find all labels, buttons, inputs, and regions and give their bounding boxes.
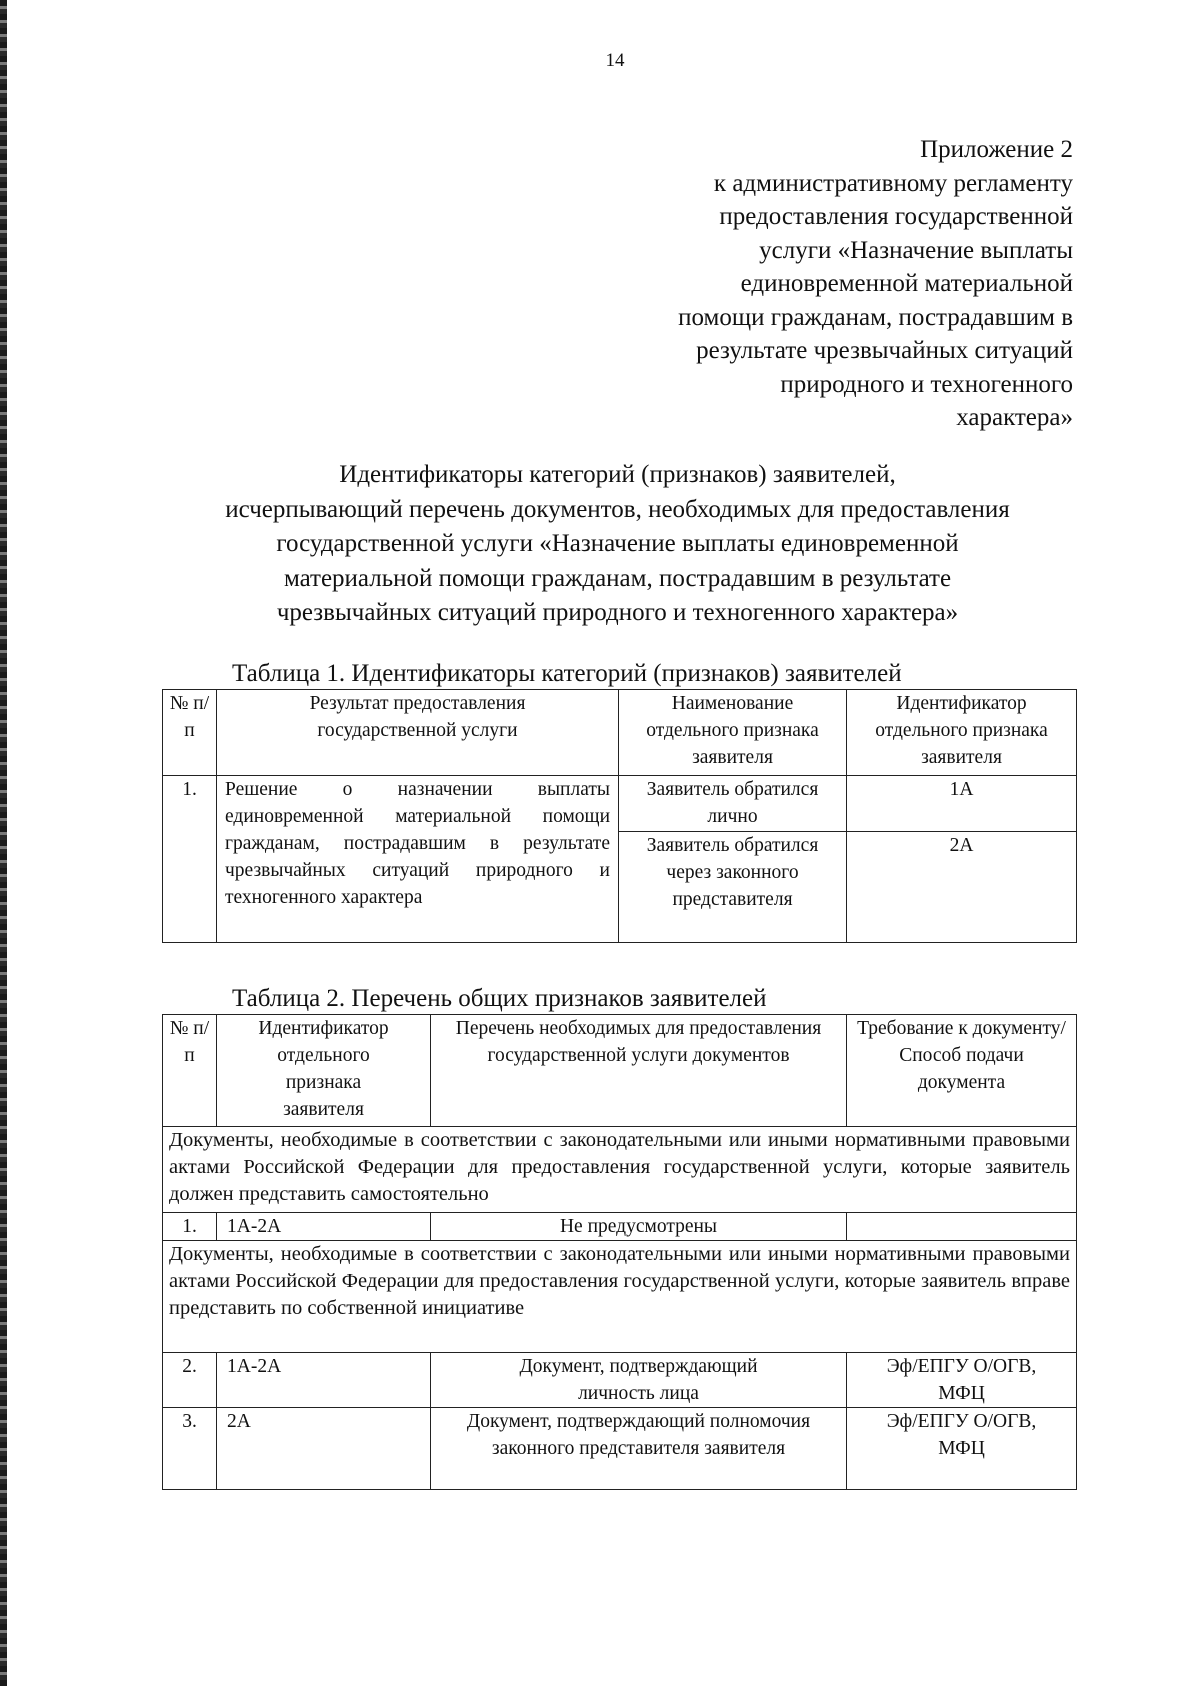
title-line: исчерпывающий перечень документов, необходимых для предоставления (225, 495, 1010, 523)
appendix-line: характера» (956, 404, 1073, 431)
table2-row-req: Эф/ЕПГУ О/ОГВ, МФЦ (847, 1408, 1077, 1490)
document-title (165, 458, 1070, 631)
appendix-line: предоставления государственной (719, 203, 1073, 230)
title-line: чрезвычайных ситуаций природного и техногенного характера» (276, 599, 959, 626)
table2-header-docs: Перечень необходимых для предоставления государственной услуги документов (431, 1015, 847, 1127)
table1-sign-id: 2А (847, 832, 1077, 943)
appendix-line: к административному регламенту (713, 169, 1073, 197)
table2 (162, 1014, 1077, 1490)
table2-section-row (163, 1127, 1077, 1213)
appendix-line: услуги «Назначение выплаты (759, 236, 1073, 264)
appendix-line: единовременной материальной (740, 270, 1073, 297)
table1-sign-name: Заявитель обратился лично (619, 776, 847, 832)
table1-sign-name: Заявитель обратился через законного представителя (619, 832, 847, 943)
table1-header-row (163, 690, 1077, 776)
table1-header-sign-id: Идентификатор отдельного признака заявителя (847, 690, 1077, 776)
table2-header-num: № п/п (163, 1015, 217, 1127)
table2-row-id: 1А-2А (217, 1353, 431, 1408)
table2-header-row (163, 1015, 1077, 1127)
table2-row-id: 2А (217, 1408, 431, 1490)
title-line: Идентификаторы категорий (признаков) заявителей, (339, 461, 896, 488)
appendix-line: помощи гражданам, пострадавшим в (678, 303, 1073, 331)
appendix-header (513, 133, 1073, 435)
table2-header-req: Требование к документу/Способ подачи документа (847, 1015, 1077, 1127)
table1-sign-id: 1А (847, 776, 1077, 832)
appendix-line: Приложение 2 (920, 136, 1073, 163)
page-number: 14 (605, 50, 625, 71)
appendix-line: природного и техногенного (780, 370, 1073, 398)
table-row (163, 1408, 1077, 1490)
table2-section-2: Документы, необходимые в соответствии с законодательными или иными нормативными правовыми актами Российской Федерации для предоставления государственной услуги, которые заявитель вправе представить по собственной инициативе (163, 1241, 1077, 1353)
table2-row-id: 1А-2А (217, 1213, 431, 1241)
table2-row-docs: Документ, подтверждающий личность лица (431, 1353, 847, 1408)
table2-row-docs: Документ, подтверждающий полномочия законного представителя заявителя (431, 1408, 847, 1490)
table2-section-1: Документы, необходимые в соответствии с законодательными или иными нормативными правовыми актами Российской Федерации для предоставления государственной услуги, которые заявитель должен представить самостоятельно (163, 1127, 1077, 1213)
table1-row-number: 1. (163, 776, 217, 943)
table1-header-result: Результат предоставления государственной услуги (217, 690, 619, 776)
table1-header-sign-name: Наименование отдельного признака заявителя (619, 690, 847, 776)
appendix-line: результате чрезвычайных ситуаций (696, 337, 1073, 364)
table2-row-docs: Не предусмотрены (431, 1213, 847, 1241)
table2-row-req: Эф/ЕПГУ О/ОГВ, МФЦ (847, 1353, 1077, 1408)
table-row (163, 1353, 1077, 1408)
table1-result: Решение о назначении выплаты единовременной материальной помощи гражданам, пострадавшим в результате чрезвычайных ситуаций природного и техногенного характера (217, 776, 619, 943)
table2-header-id: Идентификатор отдельного признака заявителя (217, 1015, 431, 1127)
table1-header-num: № п/п (163, 690, 217, 776)
table2-section-row (163, 1241, 1077, 1353)
table2-row-number: 2. (163, 1353, 217, 1408)
table1 (162, 689, 1077, 943)
table2-caption: Таблица 2. Перечень общих признаков заявителей (232, 985, 767, 1012)
table2-row-number: 1. (163, 1213, 217, 1241)
title-line: государственной услуги «Назначение выплаты единовременной (276, 530, 959, 557)
table-row (163, 776, 1077, 832)
table2-row-req (847, 1213, 1077, 1241)
scan-edge (0, 0, 7, 1686)
title-line: материальной помощи гражданам, пострадавшим в результате (283, 564, 952, 592)
table2-row-number: 3. (163, 1408, 217, 1490)
table-row (163, 1213, 1077, 1241)
table1-caption: Таблица 1. Идентификаторы категорий (признаков) заявителей (232, 660, 902, 687)
